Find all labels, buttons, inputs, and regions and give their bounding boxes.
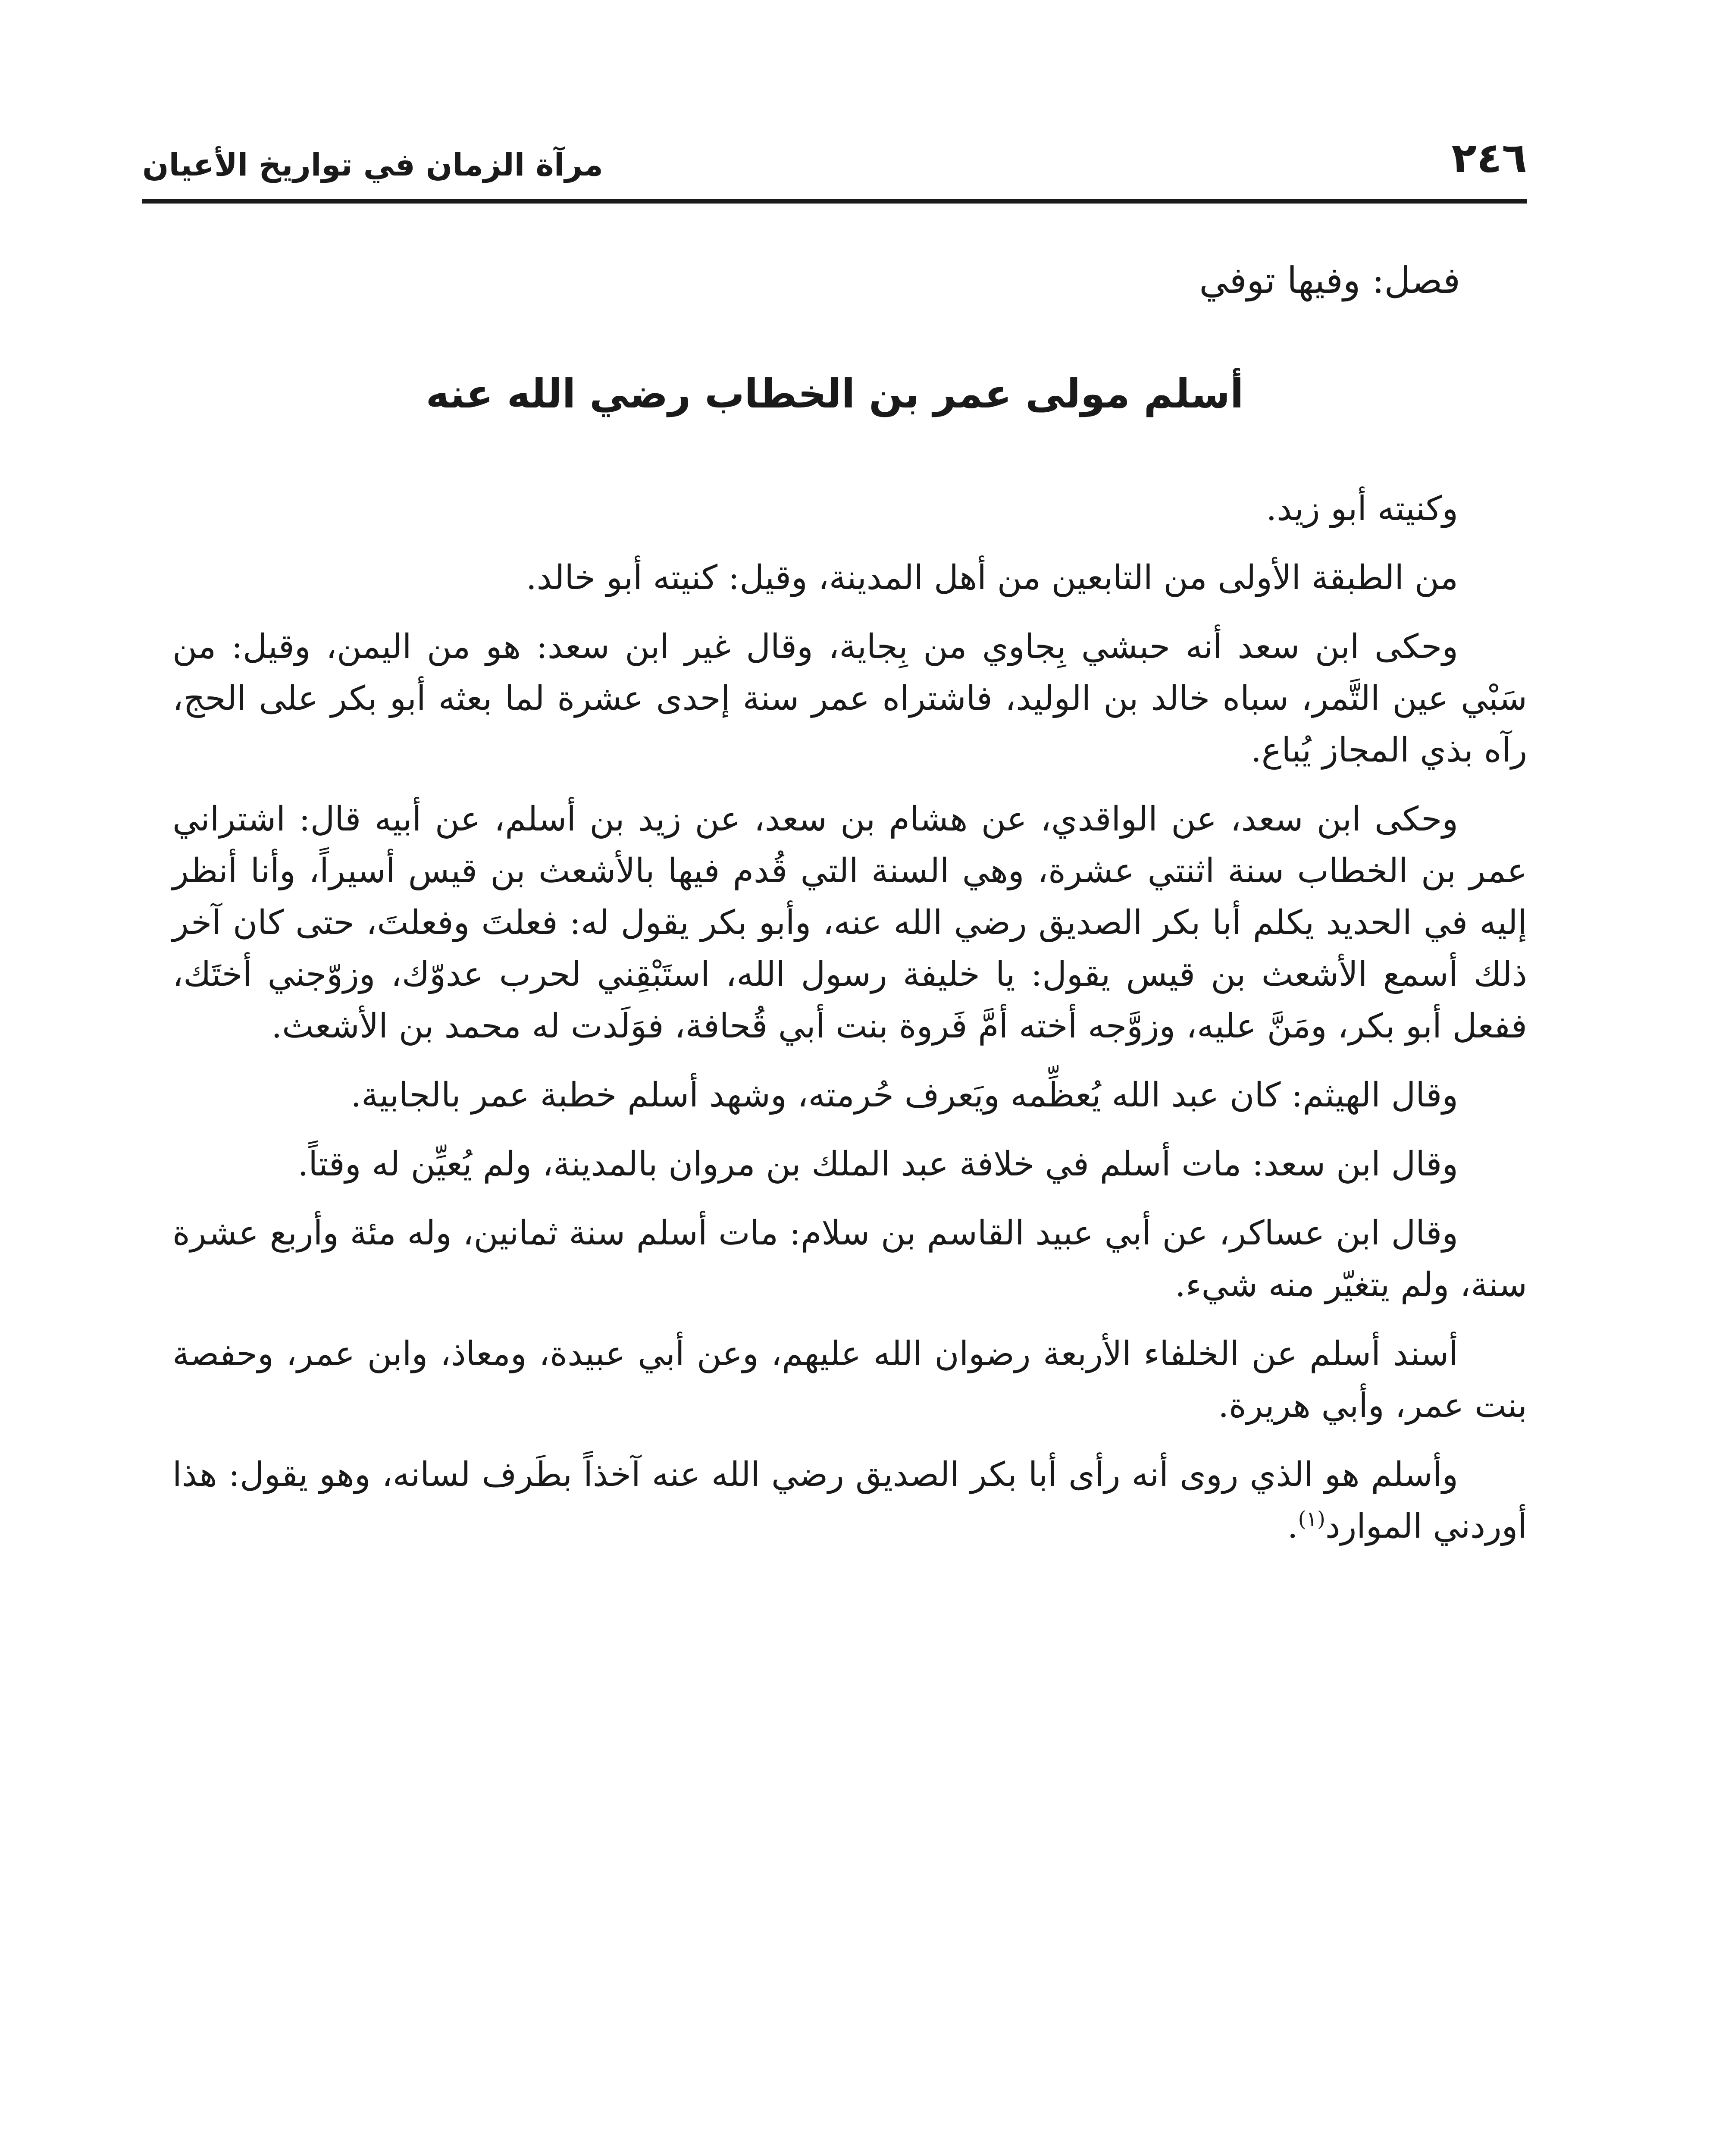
- paragraph-last-text: وأسلم هو الذي روى أنه رأى أبا بكر الصديق رضي الله عنه آخذاً بطَرف لسانه، وهو يقول: هذا أوردني الموارد: [172, 1455, 1527, 1546]
- footnote-marker[interactable]: (١): [1298, 1507, 1325, 1531]
- paragraph: وقال ابن سعد: مات أسلم في خلافة عبد الملك بن مروان بالمدينة، ولم يُعيِّن له وقتاً.: [297, 1145, 1458, 1184]
- paragraph: وقال الهيثم: كان عبد الله يُعظِّمه ويَعرف حُرمته، وشهد أسلم خطبة عمر بالجابية.: [351, 1076, 1458, 1115]
- entry-title: أسلم مولى عمر بن الخطاب رضي الله عنه: [426, 371, 1244, 417]
- section-heading: فصل: وفيها توفي: [1199, 259, 1460, 301]
- header-rule: [142, 199, 1527, 204]
- paragraph: أسند أسلم عن الخلفاء الأربعة رضوان الله عليهم، وعن أبي عبيدة، ومعاذ، وابن عمر، وحفصة بنت عمر، وأبي هريرة.: [172, 1335, 1527, 1425]
- body-text: [172, 483, 1527, 1570]
- paragraph-last-end: .: [1287, 1507, 1298, 1546]
- running-title: مرآة الزمان في تواريخ الأعيان: [142, 147, 603, 183]
- page-number: ٢٤٦: [1451, 134, 1527, 182]
- page-header: [142, 129, 1527, 194]
- paragraph: وحكى ابن سعد، عن الواقدي، عن هشام بن سعد، عن زيد بن أسلم، عن أبيه قال: اشتراني عمر بن الخطاب سنة اثنتي عشرة، وهي السنة التي قُدم فيها بالأشعث بن قيس أسيراً، وأنا أنظر إليه في الحديد يكلم أبا بكر الصديق رضي الله عنه، وأبو بكر يقول له: فعلتَ وفعلتَ، حتى كان آخر ذلك أسمع الأشعث بن قيس يقول: يا خليفة رسول الله، استَبْقِني لحرب عدوّك، وزوّجني أختَك، ففعل أبو بكر، ومَنَّ عليه، وزوَّجه أخته أمَّ فَروة بنت أبي قُحافة، فوَلَدت له محمد بن الأشعث.: [172, 800, 1527, 1046]
- paragraph: وحكى ابن سعد أنه حبشي بِجاوي من بِجاية، وقال غير ابن سعد: هو من اليمن، وقيل: من سَبْي عين التَّمر، سباه خالد بن الوليد، فاشتراه عمر سنة إحدى عشرة لما بعثه أبو بكر على الحج، رآه بذي المجاز يُباع.: [172, 627, 1527, 770]
- paragraph-last: [172, 1449, 1527, 1552]
- paragraph: من الطبقة الأولى من التابعين من أهل المدينة، وقيل: كنيته أبو خالد.: [526, 558, 1458, 597]
- paragraph: وكنيته أبو زيد.: [1266, 489, 1458, 528]
- paragraph: وقال ابن عساكر، عن أبي عبيد القاسم بن سلام: مات أسلم سنة ثمانين، وله مئة وأربع عشرة سنة، ولم يتغيّر منه شيء.: [172, 1214, 1527, 1304]
